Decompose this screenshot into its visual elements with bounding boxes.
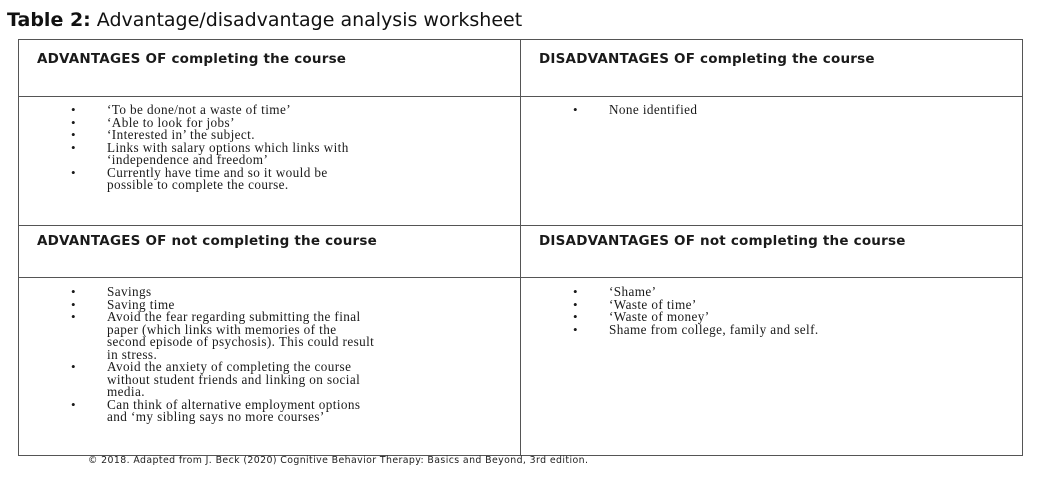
list-item	[71, 396, 491, 424]
caption-title: Advantage/disadvantage analysis worksheet	[90, 9, 523, 31]
list-item-line: paper (which links with memories of the	[107, 321, 337, 337]
row-divider	[19, 277, 1022, 278]
list-item	[71, 139, 491, 167]
bullet-icon: •	[71, 114, 76, 130]
row-divider	[19, 96, 1022, 97]
bullet-icon: •	[573, 296, 578, 312]
column-divider	[520, 40, 521, 455]
list-item-line: without student friends and linking on social	[107, 371, 361, 387]
list-item-line: ‘Able to look for jobs’	[107, 114, 235, 130]
list-item-line: Links with salary options which links with	[107, 139, 349, 155]
list-item-line: Savings	[107, 284, 152, 299]
list-item-line: Avoid the anxiety of completing the course	[107, 359, 352, 374]
list-item	[71, 164, 491, 192]
bullet-icon: •	[573, 284, 578, 299]
list-item-line: Avoid the fear regarding submitting the final	[107, 309, 361, 324]
caption-label: Table 2:	[7, 9, 91, 31]
list-item	[573, 104, 973, 117]
cell-disadvantages-not-completing	[573, 286, 973, 336]
list-item-line: possible to complete the course.	[107, 177, 289, 192]
list-item-line: in stress.	[107, 346, 158, 362]
table-caption	[7, 9, 522, 31]
list-item	[573, 321, 973, 337]
header-disadvantages-completing: DISADVANTAGES OF completing the course	[539, 51, 875, 67]
bullet-icon: •	[573, 321, 578, 337]
bullet-icon: •	[71, 359, 76, 374]
bullet-icon: •	[71, 284, 76, 299]
list-item-line: ‘Waste of money’	[609, 309, 710, 324]
row-divider	[19, 225, 1022, 226]
copyright-footer: © 2018. Adapted from J. Beck (2020) Cognitive Behavior Therapy: Basics and Beyond, 3rd edition.	[88, 455, 589, 466]
list-item	[71, 311, 491, 361]
bullet-icon: •	[71, 139, 76, 155]
bullet-icon: •	[71, 296, 76, 312]
list-item-line: media.	[107, 384, 145, 399]
bullet-icon: •	[71, 309, 76, 324]
list-item-line: None identified	[609, 102, 698, 117]
list-item-line: second episode of psychosis). This could result	[107, 334, 375, 349]
cell-advantages-not-completing	[71, 286, 491, 424]
worksheet-table	[18, 39, 1023, 456]
header-advantages-completing: ADVANTAGES OF completing the course	[37, 51, 347, 67]
list-item	[71, 361, 491, 399]
bullet-icon: •	[71, 396, 76, 412]
bullet-icon: •	[71, 127, 76, 142]
header-advantages-not-completing: ADVANTAGES OF not completing the course	[37, 233, 378, 249]
list-item-line: ‘To be done/not a waste of time’	[107, 102, 291, 117]
header-disadvantages-not-completing: DISADVANTAGES OF not completing the course	[539, 233, 906, 249]
list-item-line: ‘Interested in’ the subject.	[107, 127, 255, 142]
cell-advantages-completing	[71, 104, 491, 192]
list-item-line: Can think of alternative employment options	[107, 396, 361, 412]
list-item-line: ‘Waste of time’	[609, 296, 697, 312]
bullet-icon: •	[71, 102, 76, 117]
bullet-icon: •	[71, 164, 76, 180]
list-item-line: Saving time	[107, 296, 175, 312]
list-item-line: ‘independence and freedom’	[107, 152, 269, 167]
bullet-icon: •	[573, 309, 578, 324]
cell-disadvantages-completing	[573, 104, 973, 117]
list-item-line: Currently have time and so it would be	[107, 164, 328, 180]
list-item-line: Shame from college, family and self.	[609, 321, 819, 337]
bullet-icon: •	[573, 102, 578, 117]
list-item-line: ‘Shame’	[609, 284, 657, 299]
list-item-line: and ‘my sibling says no more courses’	[107, 409, 325, 424]
